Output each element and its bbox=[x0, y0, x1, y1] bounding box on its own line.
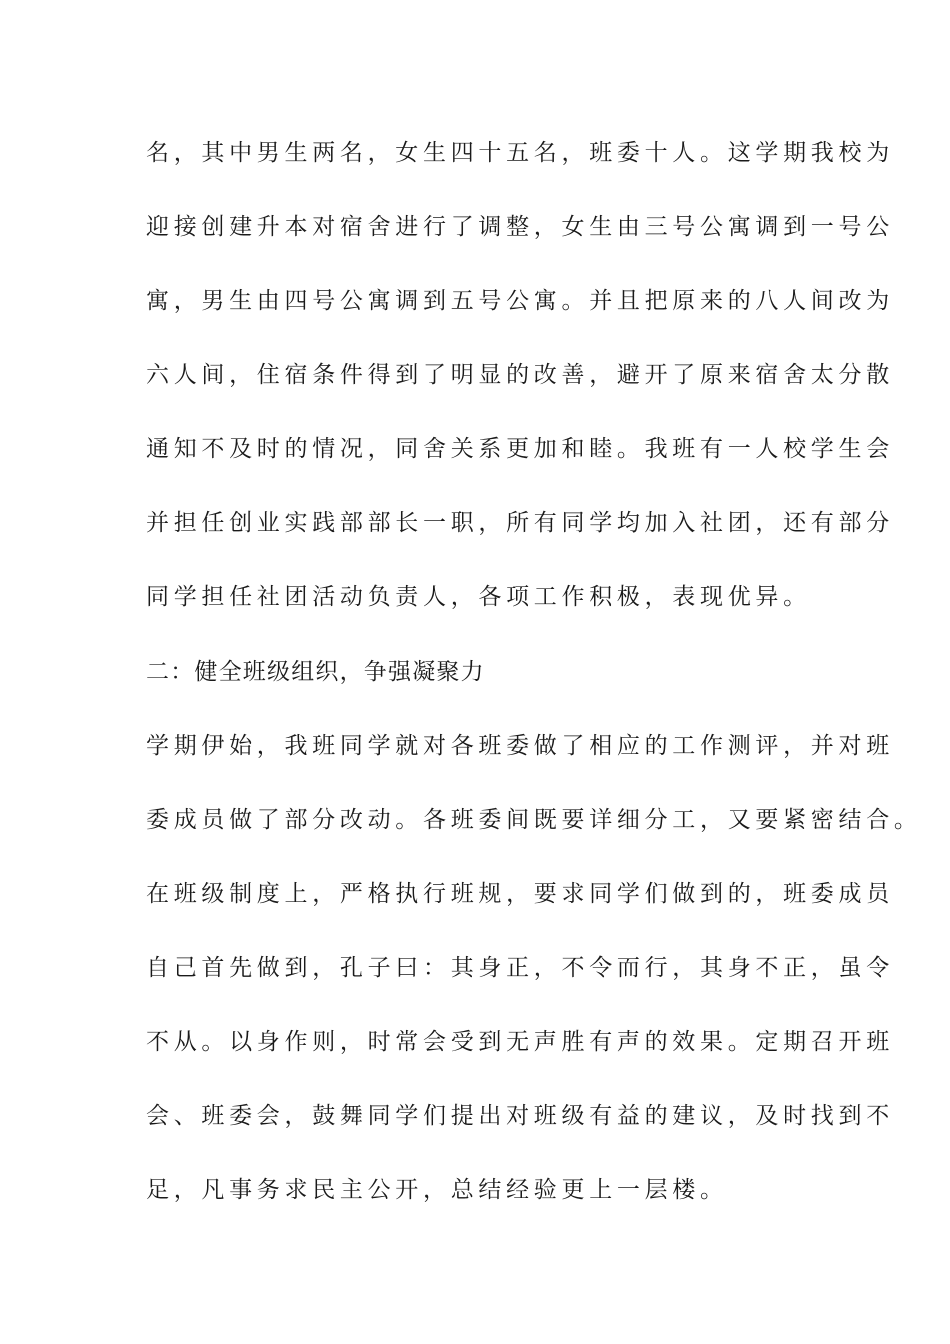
paragraph-line: 名，其中男生两名，女生四十五名，班委十人。这学期我校为 bbox=[146, 140, 894, 166]
paragraph-line: 自己首先做到，孔子曰：其身正，不令而行，其身不正，虽令 bbox=[146, 955, 894, 981]
paragraph-line: 同学担任社团活动负责人，各项工作积极，表现优异。 bbox=[146, 584, 811, 610]
paragraph-line: 会、班委会，鼓舞同学们提出对班级有益的建议，及时找到不 bbox=[146, 1103, 894, 1129]
paragraph-line: 六人间，住宿条件得到了明显的改善，避开了原来宿舍太分散 bbox=[146, 362, 894, 388]
paragraph-line: 委成员做了部分改动。各班委间既要详细分工，又要紧密结合。 bbox=[146, 807, 922, 833]
paragraph-line: 足，凡事务求民主公开，总结经验更上一层楼。 bbox=[146, 1177, 728, 1203]
section-heading: 二：健全班级组织，争强凝聚力 bbox=[146, 659, 485, 685]
paragraph-line: 迎接创建升本对宿舍进行了调整，女生由三号公寓调到一号公 bbox=[146, 214, 894, 240]
paragraph-line: 寓，男生由四号公寓调到五号公寓。并且把原来的八人间改为 bbox=[146, 288, 894, 314]
paragraph-line: 不从。以身作则，时常会受到无声胜有声的效果。定期召开班 bbox=[146, 1029, 894, 1055]
paragraph-line: 通知不及时的情况，同舍关系更加和睦。我班有一人校学生会 bbox=[146, 436, 894, 462]
paragraph-line: 并担任创业实践部部长一职，所有同学均加入社团，还有部分 bbox=[146, 510, 894, 536]
paragraph-line: 在班级制度上，严格执行班规，要求同学们做到的，班委成员 bbox=[146, 881, 894, 907]
paragraph-line: 学期伊始，我班同学就对各班委做了相应的工作测评，并对班 bbox=[146, 733, 894, 759]
